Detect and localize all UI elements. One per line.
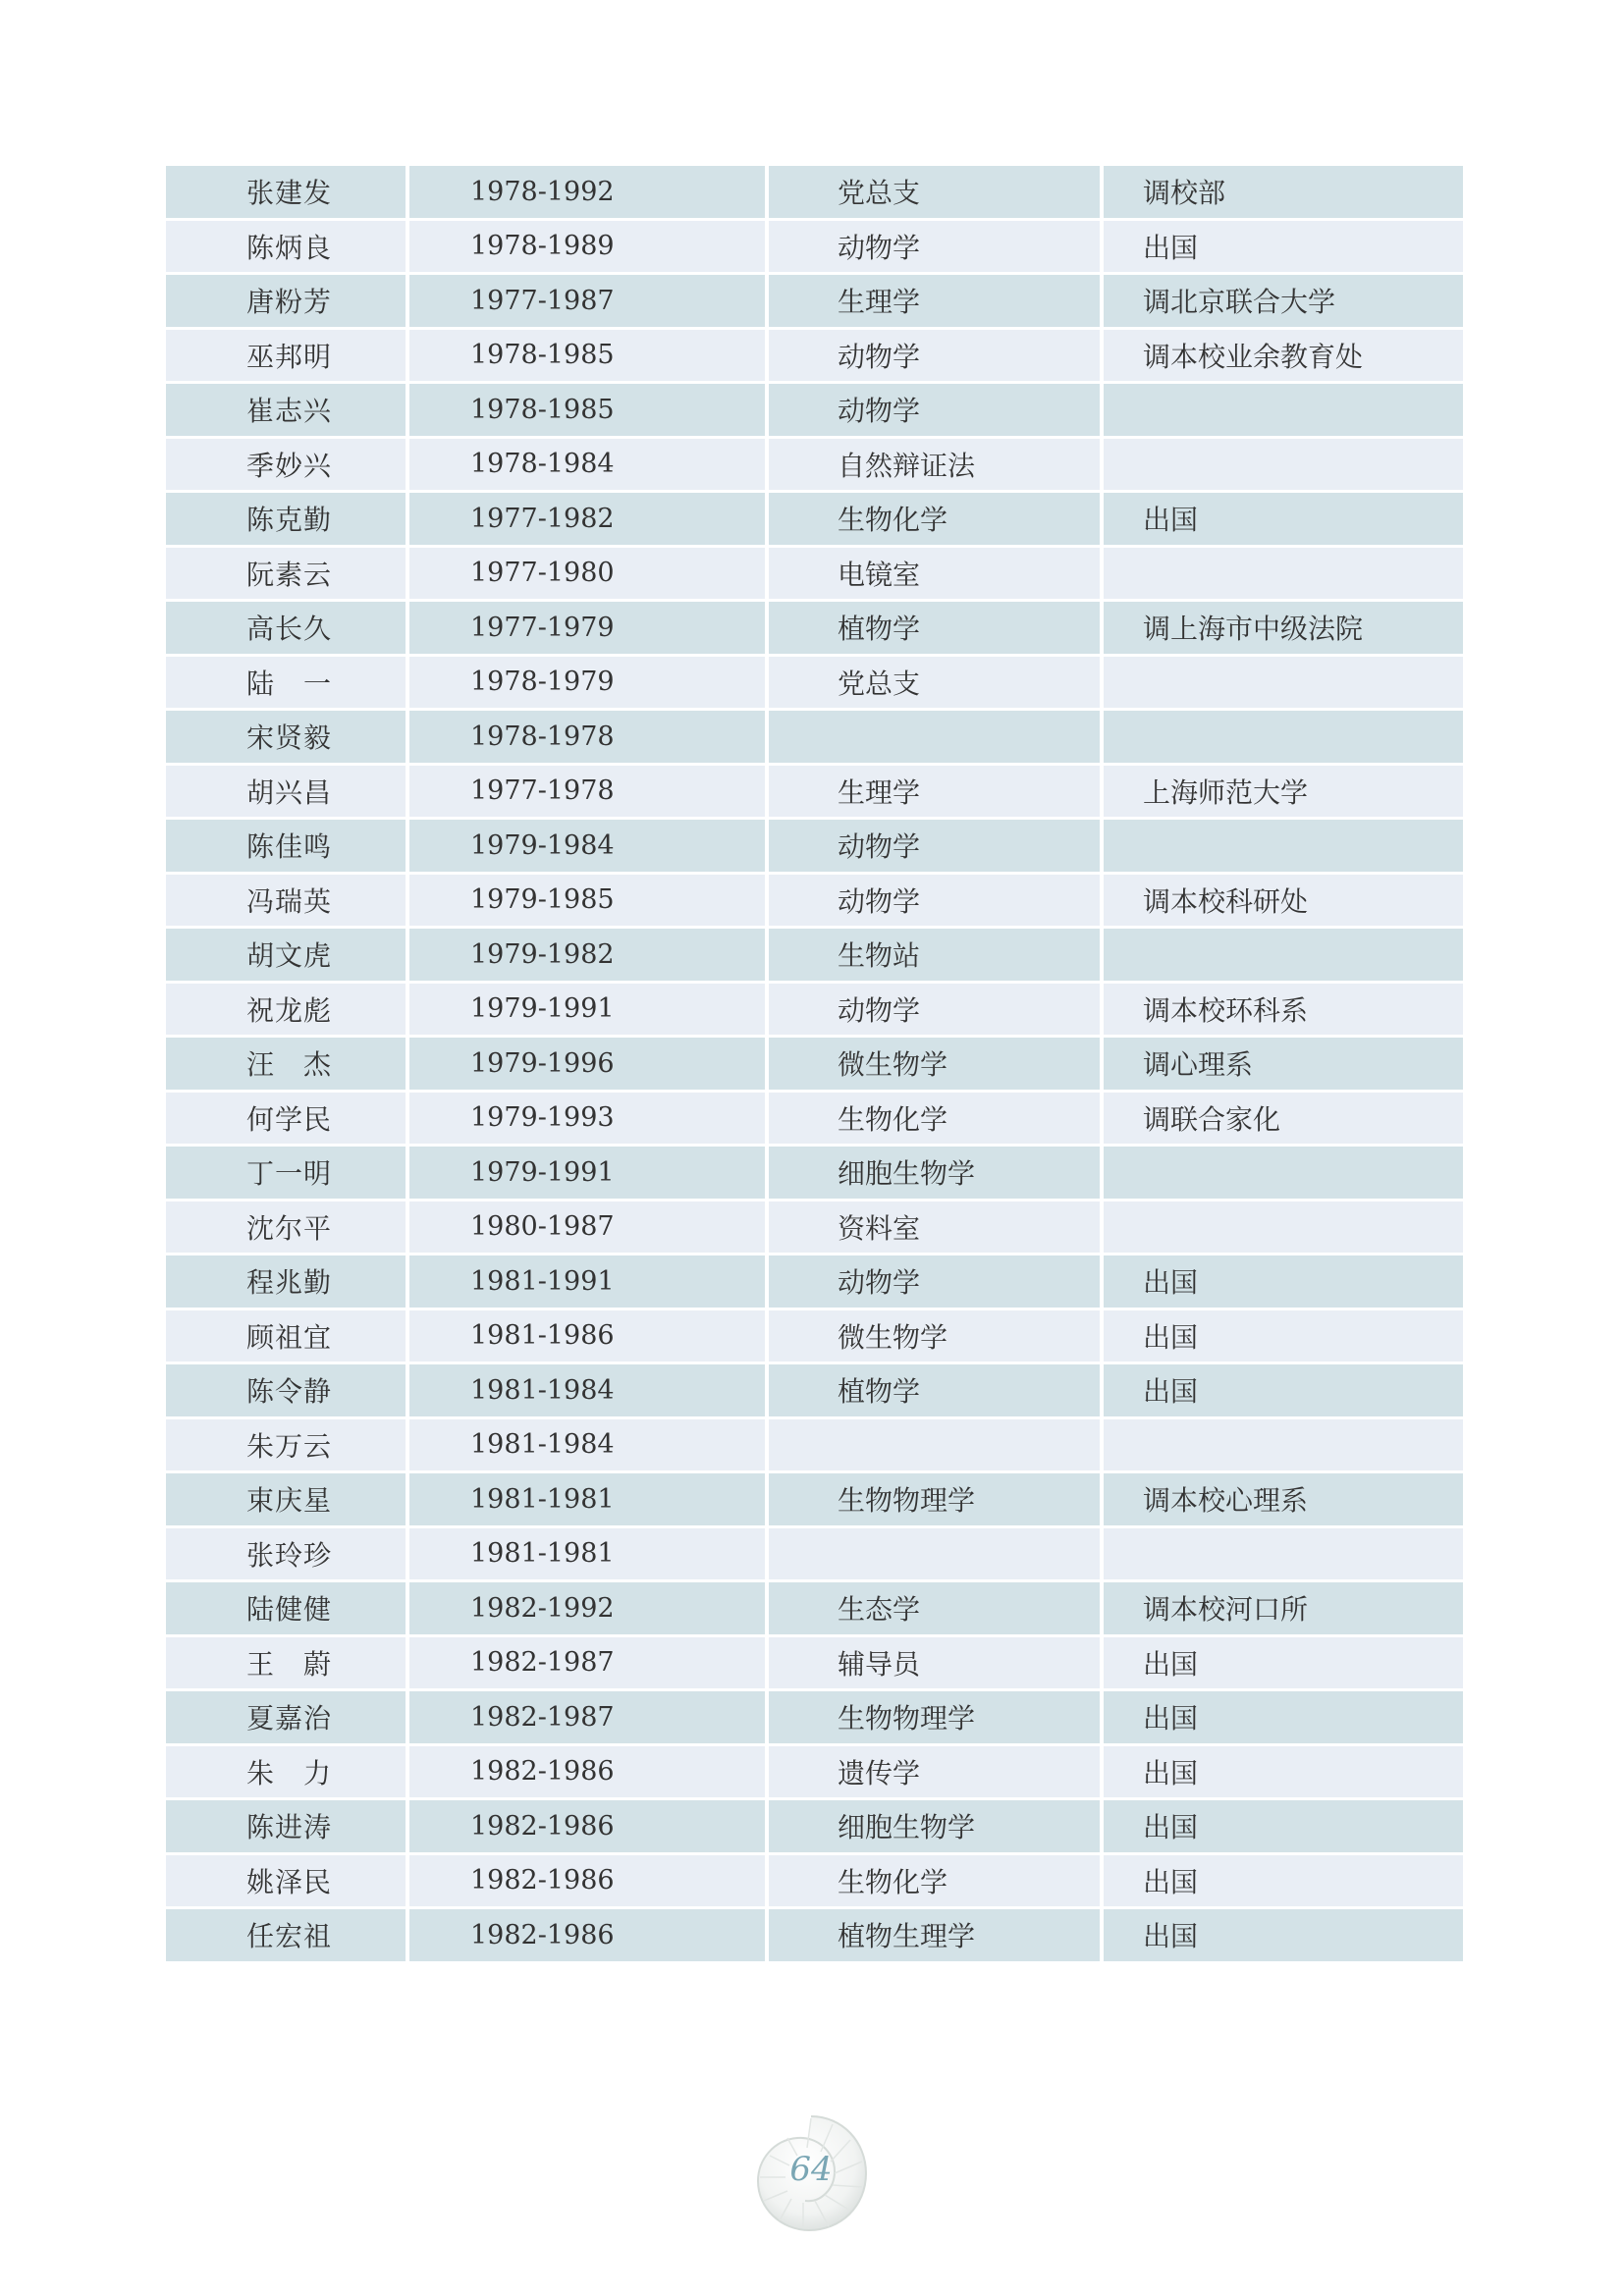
cell-years: 1977-1978 [409, 766, 769, 821]
cell-destination: 出国 [1104, 1691, 1463, 1746]
cell-years: 1977-1979 [409, 602, 769, 657]
cell-name: 阮素云 [166, 548, 409, 603]
cell-name: 胡文虎 [166, 929, 409, 984]
cell-destination: 出国 [1104, 1364, 1463, 1419]
cell-name: 崔志兴 [166, 384, 409, 439]
cell-destination: 调联合家化 [1104, 1093, 1463, 1148]
cell-name: 陈克勤 [166, 493, 409, 548]
cell-years: 1982-1992 [409, 1582, 769, 1637]
cell-name: 陈进涛 [166, 1800, 409, 1855]
cell-name: 顾祖宜 [166, 1310, 409, 1365]
table-row [166, 1800, 1463, 1855]
table-row [166, 1691, 1463, 1746]
cell-department: 党总支 [769, 657, 1104, 712]
cell-department: 动物学 [769, 330, 1104, 385]
cell-department: 细胞生物学 [769, 1147, 1104, 1201]
cell-department: 生态学 [769, 1582, 1104, 1637]
cell-years: 1977-1987 [409, 275, 769, 330]
cell-years: 1979-1984 [409, 820, 769, 875]
cell-years: 1981-1984 [409, 1364, 769, 1419]
staff-table [166, 166, 1463, 1964]
table-row [166, 1637, 1463, 1692]
cell-years: 1978-1992 [409, 166, 769, 221]
cell-years: 1979-1985 [409, 875, 769, 930]
cell-department: 动物学 [769, 1255, 1104, 1310]
cell-department: 微生物学 [769, 1038, 1104, 1093]
cell-years: 1978-1985 [409, 330, 769, 385]
cell-name: 夏嘉治 [166, 1691, 409, 1746]
table-row [166, 1255, 1463, 1310]
cell-destination: 调本校河口所 [1104, 1582, 1463, 1637]
cell-years: 1982-1986 [409, 1909, 769, 1964]
cell-years: 1979-1991 [409, 1147, 769, 1201]
cell-destination: 调北京联合大学 [1104, 275, 1463, 330]
table-row [166, 1093, 1463, 1148]
cell-destination: 出国 [1104, 221, 1463, 276]
table-row [166, 1310, 1463, 1365]
table-row [166, 1582, 1463, 1637]
cell-department [769, 1419, 1104, 1474]
cell-department: 动物学 [769, 384, 1104, 439]
cell-destination: 出国 [1104, 1255, 1463, 1310]
cell-years: 1978-1984 [409, 439, 769, 494]
cell-destination: 调心理系 [1104, 1038, 1463, 1093]
cell-years: 1977-1980 [409, 548, 769, 603]
cell-name: 程兆勤 [166, 1255, 409, 1310]
cell-department: 生物物理学 [769, 1691, 1104, 1746]
cell-destination: 上海师范大学 [1104, 766, 1463, 821]
table-row [166, 1419, 1463, 1474]
cell-name: 陈炳良 [166, 221, 409, 276]
cell-department [769, 711, 1104, 766]
cell-department: 资料室 [769, 1201, 1104, 1256]
cell-years: 1982-1987 [409, 1691, 769, 1746]
cell-destination: 调本校环科系 [1104, 984, 1463, 1039]
cell-department: 辅导员 [769, 1637, 1104, 1692]
cell-name: 张建发 [166, 166, 409, 221]
cell-years: 1978-1978 [409, 711, 769, 766]
cell-department: 生物站 [769, 929, 1104, 984]
table-row [166, 330, 1463, 385]
cell-years: 1980-1987 [409, 1201, 769, 1256]
table-row [166, 1746, 1463, 1801]
cell-destination [1104, 820, 1463, 875]
table-row [166, 929, 1463, 984]
cell-department: 植物学 [769, 602, 1104, 657]
cell-department: 生物化学 [769, 1093, 1104, 1148]
cell-name: 张玲珍 [166, 1528, 409, 1583]
cell-years: 1978-1985 [409, 384, 769, 439]
cell-destination: 调本校心理系 [1104, 1473, 1463, 1528]
table-row [166, 984, 1463, 1039]
cell-name: 高长久 [166, 602, 409, 657]
cell-years: 1978-1979 [409, 657, 769, 712]
cell-destination: 出国 [1104, 1310, 1463, 1365]
table-row [166, 657, 1463, 712]
cell-department: 微生物学 [769, 1310, 1104, 1365]
cell-destination [1104, 439, 1463, 494]
cell-department: 植物学 [769, 1364, 1104, 1419]
cell-name: 姚泽民 [166, 1855, 409, 1910]
cell-name: 丁一明 [166, 1147, 409, 1201]
table-row [166, 1364, 1463, 1419]
cell-department: 自然辩证法 [769, 439, 1104, 494]
cell-name: 朱 力 [166, 1746, 409, 1801]
cell-destination [1104, 1419, 1463, 1474]
cell-department: 生物化学 [769, 493, 1104, 548]
cell-years: 1982-1987 [409, 1637, 769, 1692]
table-row [166, 711, 1463, 766]
cell-department: 动物学 [769, 984, 1104, 1039]
cell-destination [1104, 711, 1463, 766]
cell-department: 细胞生物学 [769, 1800, 1104, 1855]
cell-destination [1104, 548, 1463, 603]
cell-department: 生理学 [769, 275, 1104, 330]
cell-name: 冯瑞英 [166, 875, 409, 930]
table-row [166, 384, 1463, 439]
cell-name: 陈佳鸣 [166, 820, 409, 875]
cell-destination: 出国 [1104, 1746, 1463, 1801]
cell-years: 1981-1991 [409, 1255, 769, 1310]
cell-department: 动物学 [769, 875, 1104, 930]
cell-years: 1981-1981 [409, 1473, 769, 1528]
table-row [166, 1855, 1463, 1910]
table-row [166, 766, 1463, 821]
cell-destination [1104, 1528, 1463, 1583]
cell-years: 1981-1986 [409, 1310, 769, 1365]
cell-destination [1104, 1201, 1463, 1256]
cell-name: 王 蔚 [166, 1637, 409, 1692]
cell-department: 植物生理学 [769, 1909, 1104, 1964]
table-row [166, 1528, 1463, 1583]
cell-department: 遗传学 [769, 1746, 1104, 1801]
cell-years: 1979-1991 [409, 984, 769, 1039]
cell-destination: 出国 [1104, 1637, 1463, 1692]
table-row [166, 1201, 1463, 1256]
cell-destination: 出国 [1104, 1855, 1463, 1910]
table-row [166, 1909, 1463, 1964]
table-row [166, 166, 1463, 221]
cell-destination: 调本校科研处 [1104, 875, 1463, 930]
cell-years: 1981-1981 [409, 1528, 769, 1583]
cell-destination [1104, 657, 1463, 712]
table-row [166, 820, 1463, 875]
table-row [166, 221, 1463, 276]
cell-destination: 调校部 [1104, 166, 1463, 221]
cell-years: 1978-1989 [409, 221, 769, 276]
cell-name: 陈令静 [166, 1364, 409, 1419]
cell-department: 动物学 [769, 820, 1104, 875]
cell-department [769, 1528, 1104, 1583]
table-row [166, 602, 1463, 657]
cell-destination [1104, 929, 1463, 984]
cell-department: 动物学 [769, 221, 1104, 276]
cell-destination: 出国 [1104, 493, 1463, 548]
table-row [166, 275, 1463, 330]
cell-years: 1979-1996 [409, 1038, 769, 1093]
cell-name: 朱万云 [166, 1419, 409, 1474]
cell-destination: 出国 [1104, 1800, 1463, 1855]
table-row [166, 493, 1463, 548]
staff-table-body [166, 166, 1463, 1964]
cell-years: 1979-1982 [409, 929, 769, 984]
page-number: 64 [789, 2150, 833, 2189]
cell-destination: 调上海市中级法院 [1104, 602, 1463, 657]
table-row [166, 548, 1463, 603]
cell-name: 束庆星 [166, 1473, 409, 1528]
cell-name: 汪 杰 [166, 1038, 409, 1093]
cell-name: 唐粉芳 [166, 275, 409, 330]
cell-years: 1982-1986 [409, 1855, 769, 1910]
table-row [166, 1147, 1463, 1201]
cell-name: 沈尔平 [166, 1201, 409, 1256]
cell-years: 1982-1986 [409, 1800, 769, 1855]
cell-department: 生理学 [769, 766, 1104, 821]
cell-name: 祝龙彪 [166, 984, 409, 1039]
cell-department: 生物物理学 [769, 1473, 1104, 1528]
table-row [166, 439, 1463, 494]
cell-name: 季妙兴 [166, 439, 409, 494]
cell-department: 生物化学 [769, 1855, 1104, 1910]
cell-name: 巫邦明 [166, 330, 409, 385]
cell-years: 1981-1984 [409, 1419, 769, 1474]
cell-name: 何学民 [166, 1093, 409, 1148]
cell-name: 陆 一 [166, 657, 409, 712]
cell-years: 1979-1993 [409, 1093, 769, 1148]
table-row [166, 1038, 1463, 1093]
cell-years: 1977-1982 [409, 493, 769, 548]
cell-destination: 调本校业余教育处 [1104, 330, 1463, 385]
cell-department: 党总支 [769, 166, 1104, 221]
cell-name: 胡兴昌 [166, 766, 409, 821]
cell-destination [1104, 384, 1463, 439]
cell-department: 电镜室 [769, 548, 1104, 603]
cell-name: 任宏祖 [166, 1909, 409, 1964]
cell-destination [1104, 1147, 1463, 1201]
cell-name: 宋贤毅 [166, 711, 409, 766]
cell-years: 1982-1986 [409, 1746, 769, 1801]
table-row [166, 1473, 1463, 1528]
cell-name: 陆健健 [166, 1582, 409, 1637]
table-row [166, 875, 1463, 930]
cell-destination: 出国 [1104, 1909, 1463, 1964]
